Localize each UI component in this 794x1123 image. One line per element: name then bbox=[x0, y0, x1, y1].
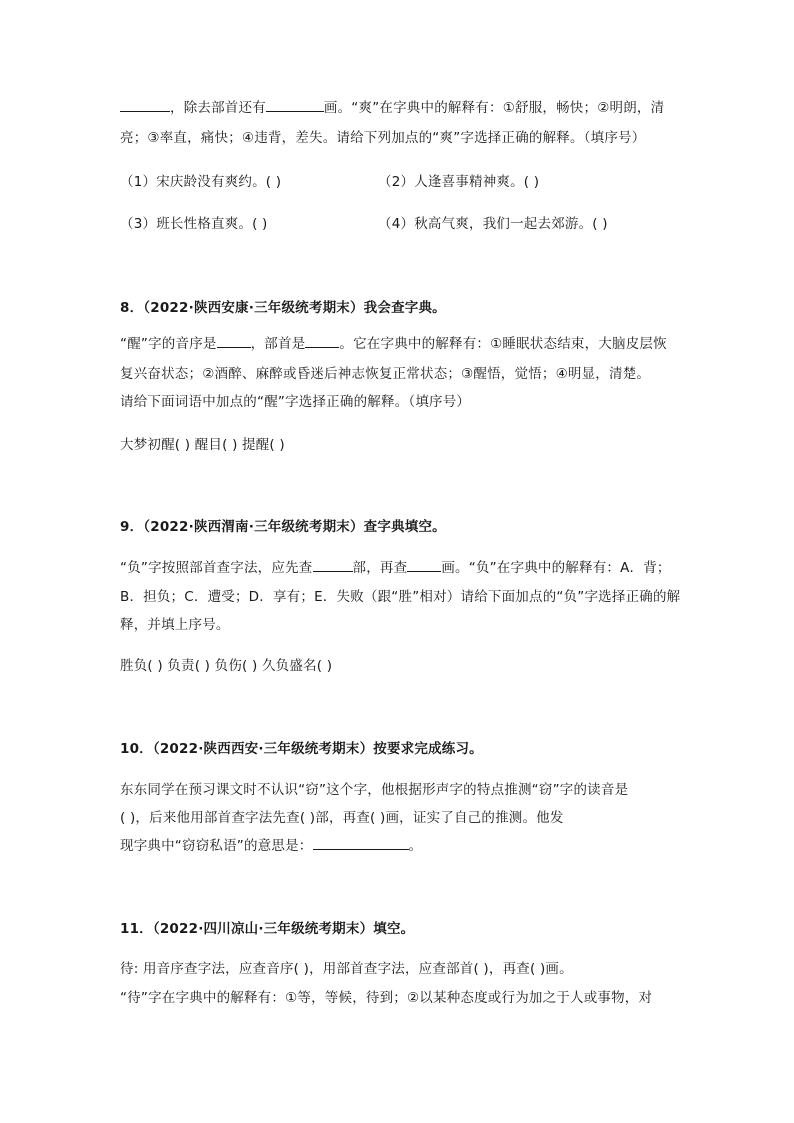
answer-blank[interactable] bbox=[120, 97, 170, 112]
q7-item-3: （3）班长性格直爽。( ) bbox=[120, 216, 268, 232]
q9-text: “负”字按照部首查字法，应先查 bbox=[120, 560, 313, 576]
q8-heading: 8．（2022·陕西安康·三年级统考期末）我会查字典。 bbox=[120, 300, 446, 316]
answer-blank[interactable] bbox=[313, 557, 353, 572]
q9-line-3: 释，并填上序号。 bbox=[120, 617, 230, 633]
answer-blank[interactable] bbox=[407, 557, 441, 572]
q10-heading: 10．（2022·陕西西安·三年级统考期末）按要求完成练习。 bbox=[120, 741, 483, 757]
q9-text: 画。“负”在字典中的解释有：A．背； bbox=[441, 560, 671, 576]
answer-blank[interactable] bbox=[313, 835, 409, 850]
q11-line-1: 待: 用音序查字法，应查音序( )，用部首查字法，应查部首( )，再查( )画。 bbox=[120, 961, 573, 977]
q7-line-1 bbox=[120, 96, 664, 116]
q9-line-4: 胜负( ) 负责( ) 负伤( ) 久负盛名( ) bbox=[120, 658, 333, 674]
q8-line-3: 请给下面词语中加点的“醒”字选择正确的解释。（填序号） bbox=[120, 394, 471, 410]
q11-heading: 11．（2022·四川凉山·三年级统考期末）填空。 bbox=[120, 921, 415, 937]
q9-text: 部，再查 bbox=[352, 560, 408, 576]
q8-line-1 bbox=[120, 332, 667, 352]
q9-line-2: B．担负；C．遭受；D．享有；E．失败（跟“胜”相对）请给下面加点的“负”字选择正确的解 bbox=[120, 589, 681, 605]
q11-line-2: “待”字在字典中的解释有：①等，等候，待到；②以某种态度或行为加之于人或事物，对 bbox=[120, 990, 653, 1006]
q7-text: ，除去部首还有 bbox=[170, 100, 266, 116]
q8-line-4: 大梦初醒( ) 醒目( ) 提醒( ) bbox=[120, 437, 285, 453]
q9-heading: 9．（2022·陕西渭南·三年级统考期末）查字典填空。 bbox=[120, 519, 446, 535]
answer-blank[interactable] bbox=[266, 97, 324, 112]
q8-text: “醒”字的音序是 bbox=[120, 336, 217, 352]
q10-text: 。 bbox=[408, 838, 423, 854]
q8-text: ，部首是 bbox=[250, 336, 306, 352]
q10-text: 现字典中“窃窃私语”的意思是： bbox=[120, 838, 313, 854]
q7-line-2: 亮；③率直，痛快；④违背，差失。请给下列加点的“爽”字选择正确的解释。（填序号） bbox=[120, 130, 646, 146]
q7-item-2: （2）人逢喜事精神爽。( ) bbox=[378, 174, 540, 190]
q8-line-2: 复兴奋状态；②酒醉、麻醉或昏迷后神志恢复正常状态；③醒悟，觉悟；④明显，清楚。 bbox=[120, 366, 651, 382]
answer-blank[interactable] bbox=[305, 333, 339, 348]
q8-text: 。它在字典中的解释有：①睡眠状态结束，大脑皮层恢 bbox=[339, 336, 667, 352]
q10-line-3 bbox=[120, 834, 422, 854]
q10-line-2: ( )，后来他用部首查字法先查( )部，再查( )画，证实了自己的推测。他发 bbox=[120, 810, 564, 826]
q7-item-4: （4）秋高气爽，我们一起去郊游。( ) bbox=[378, 216, 608, 232]
q9-line-1 bbox=[120, 556, 671, 576]
answer-blank[interactable] bbox=[217, 333, 251, 348]
q7-text: 画。“爽”在字典中的解释有：①舒服，畅快；②明朗，清 bbox=[323, 100, 665, 116]
q7-item-1: （1）宋庆龄没有爽约。( ) bbox=[120, 174, 282, 190]
q10-line-1: 东东同学在预习课文时不认识“窃”这个字，他根据形声字的特点推测“窃”字的读音是 bbox=[120, 782, 629, 798]
